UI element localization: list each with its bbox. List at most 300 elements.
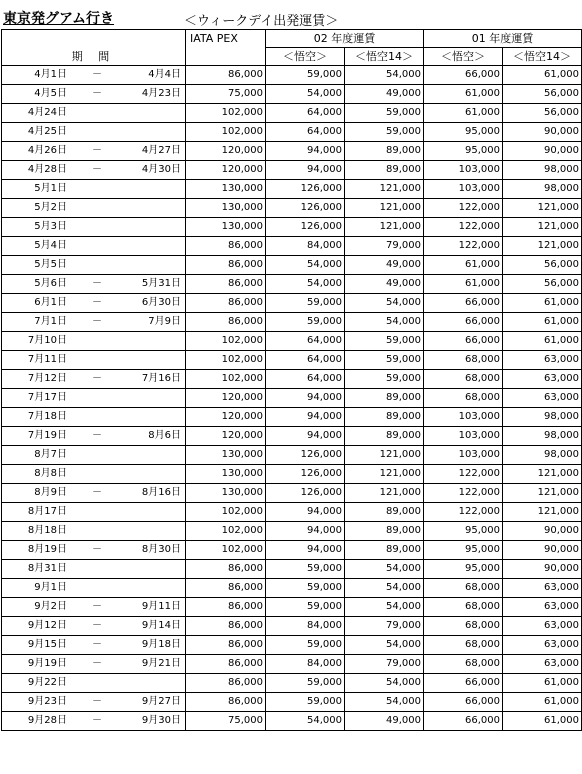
period-start: 4月25日 [27,126,67,137]
iata-pex-cell: 102,000 [186,522,266,541]
period-start: 9月22日 [27,677,67,688]
fy02-goku14-cell: 89,000 [345,389,424,408]
period-cell [2,256,186,275]
period-cell [2,636,186,655]
period-cell [2,85,186,104]
period-dash: － [92,715,102,726]
iata-pex-cell: 102,000 [186,541,266,560]
iata-pex-cell: 120,000 [186,408,266,427]
period-cell [2,655,186,674]
period-start: 5月4日 [34,240,67,251]
iata-pex-cell: 102,000 [186,332,266,351]
table-row [2,503,582,522]
fy01-goku-cell: 66,000 [424,332,503,351]
fare-table [1,29,582,731]
period-cell [2,503,186,522]
fy02-goku-cell: 126,000 [266,465,345,484]
period-end: 9月30日 [141,715,181,726]
fy01-goku-cell: 103,000 [424,408,503,427]
fy01-goku-cell: 122,000 [424,218,503,237]
iata-pex-cell: 86,000 [186,275,266,294]
fy02-goku14-cell: 121,000 [345,446,424,465]
fy01-goku-cell: 95,000 [424,123,503,142]
fy02-goku14-cell: 59,000 [345,332,424,351]
period-end: 9月14日 [141,620,181,631]
period-end: 4月4日 [148,69,181,80]
iata-pex-cell: 86,000 [186,579,266,598]
period-cell [2,693,186,712]
fy02-goku14-cell: 79,000 [345,617,424,636]
fy01-goku14-cell: 90,000 [503,123,582,142]
period-end: 4月27日 [141,145,181,156]
fy02-goku-cell: 59,000 [266,636,345,655]
period-start: 4月28日 [27,164,67,175]
period-dash: － [92,164,102,175]
fy01-goku-cell: 95,000 [424,560,503,579]
period-dash: － [92,373,102,384]
fy02-goku-cell: 59,000 [266,294,345,313]
fy01-goku14-cell: 56,000 [503,85,582,104]
period-start: 7月18日 [27,411,67,422]
period-cell [2,180,186,199]
period-cell [2,294,186,313]
period-start: 5月5日 [34,259,67,270]
period-dash: － [92,88,102,99]
period-start: 8月18日 [27,525,67,536]
fy01-goku14-cell: 63,000 [503,598,582,617]
period-dash: － [92,278,102,289]
period-cell [2,446,186,465]
fy02-goku-cell: 126,000 [266,446,345,465]
fy01-goku-cell: 61,000 [424,85,503,104]
period-end: 8月16日 [141,487,181,498]
period-start: 8月19日 [27,544,67,555]
period-cell [2,484,186,503]
period-start: 7月10日 [27,335,67,346]
fy02-goku-cell: 94,000 [266,142,345,161]
period-cell [2,465,186,484]
fy01-goku14-cell: 61,000 [503,712,582,731]
fy02-goku14-cell: 54,000 [345,636,424,655]
iata-pex-cell: 86,000 [186,636,266,655]
table-row [2,332,582,351]
fy01-goku14-cell: 63,000 [503,636,582,655]
iata-pex-cell: 86,000 [186,617,266,636]
fy01-goku14-cell: 98,000 [503,446,582,465]
fy02-goku-cell: 59,000 [266,313,345,332]
fy02-goku14-cell: 54,000 [345,598,424,617]
period-end: 7月16日 [141,373,181,384]
iata-pex-cell: 130,000 [186,446,266,465]
period-cell [2,104,186,123]
period-start: 7月12日 [27,373,67,384]
iata-pex-cell: 75,000 [186,85,266,104]
fy02-goku14-cell: 121,000 [345,218,424,237]
period-start: 9月2日 [34,601,67,612]
fy01-goku14-cell: 98,000 [503,161,582,180]
period-end: 4月23日 [141,88,181,99]
fy01-goku-cell: 68,000 [424,617,503,636]
period-cell [2,199,186,218]
fy02-goku14-cell: 54,000 [345,313,424,332]
table-row [2,522,582,541]
period-dash: － [92,696,102,707]
fy02-goku14-cell: 89,000 [345,541,424,560]
iata-pex-cell: 86,000 [186,313,266,332]
period-end: 6月30日 [141,297,181,308]
period-cell [2,522,186,541]
iata-pex-cell: 102,000 [186,351,266,370]
iata-pex-cell: 86,000 [186,655,266,674]
fy01-goku-cell: 68,000 [424,636,503,655]
header-fy02-goku14: ＜悟空14＞ [345,48,424,66]
table-row [2,560,582,579]
period-start: 5月6日 [34,278,67,289]
fy02-goku-cell: 94,000 [266,389,345,408]
period-dash: － [92,487,102,498]
iata-pex-cell: 120,000 [186,142,266,161]
period-dash: － [92,620,102,631]
fy01-goku-cell: 66,000 [424,712,503,731]
header-iata-pex: IATA PEX [186,30,266,66]
iata-pex-cell: 86,000 [186,560,266,579]
iata-pex-cell: 120,000 [186,161,266,180]
fy02-goku-cell: 59,000 [266,560,345,579]
iata-pex-cell: 130,000 [186,484,266,503]
iata-pex-cell: 102,000 [186,123,266,142]
fy01-goku14-cell: 56,000 [503,256,582,275]
fy01-goku-cell: 66,000 [424,313,503,332]
period-dash: － [92,544,102,555]
fy01-goku-cell: 103,000 [424,161,503,180]
period-end: 9月27日 [141,696,181,707]
table-row [2,541,582,560]
fy02-goku-cell: 54,000 [266,256,345,275]
table-row [2,370,582,389]
table-row [2,142,582,161]
fy02-goku14-cell: 79,000 [345,237,424,256]
fy02-goku14-cell: 54,000 [345,579,424,598]
period-start: 5月3日 [34,221,67,232]
header-fy01-goku: ＜悟空＞ [424,48,503,66]
fy01-goku-cell: 68,000 [424,370,503,389]
period-cell [2,560,186,579]
table-row [2,579,582,598]
fy02-goku-cell: 59,000 [266,598,345,617]
fy02-goku-cell: 64,000 [266,332,345,351]
period-cell [2,598,186,617]
fy01-goku-cell: 95,000 [424,541,503,560]
fy01-goku14-cell: 98,000 [503,180,582,199]
period-end: 9月21日 [141,658,181,669]
fy01-goku14-cell: 63,000 [503,617,582,636]
fy02-goku14-cell: 89,000 [345,408,424,427]
fy01-goku-cell: 61,000 [424,275,503,294]
fy01-goku14-cell: 121,000 [503,218,582,237]
fy02-goku-cell: 94,000 [266,408,345,427]
table-row [2,180,582,199]
period-cell [2,313,186,332]
fy01-goku14-cell: 121,000 [503,484,582,503]
period-start: 9月28日 [27,715,67,726]
fy02-goku14-cell: 89,000 [345,427,424,446]
header-period: 期 間 [2,30,186,66]
period-start: 4月1日 [34,69,67,80]
period-cell [2,218,186,237]
fy01-goku14-cell: 90,000 [503,142,582,161]
period-dash: － [92,316,102,327]
table-row [2,218,582,237]
fy02-goku14-cell: 49,000 [345,275,424,294]
fy01-goku14-cell: 90,000 [503,522,582,541]
period-cell [2,237,186,256]
period-start: 4月26日 [27,145,67,156]
iata-pex-cell: 130,000 [186,465,266,484]
table-row [2,104,582,123]
table-row [2,313,582,332]
period-start: 9月19日 [27,658,67,669]
fy01-goku-cell: 66,000 [424,674,503,693]
fy02-goku-cell: 126,000 [266,199,345,218]
fy02-goku14-cell: 54,000 [345,560,424,579]
header-fy01-goku14: ＜悟空14＞ [503,48,582,66]
fy01-goku14-cell: 63,000 [503,389,582,408]
table-row [2,484,582,503]
iata-pex-cell: 120,000 [186,427,266,446]
fy01-goku-cell: 66,000 [424,693,503,712]
fy02-goku14-cell: 121,000 [345,484,424,503]
fy02-goku-cell: 126,000 [266,180,345,199]
fy02-goku-cell: 59,000 [266,579,345,598]
iata-pex-cell: 130,000 [186,199,266,218]
fy01-goku14-cell: 61,000 [503,313,582,332]
table-row [2,275,582,294]
period-dash: － [92,601,102,612]
iata-pex-cell: 86,000 [186,598,266,617]
period-start: 8月17日 [27,506,67,517]
fy02-goku14-cell: 54,000 [345,674,424,693]
fy02-goku14-cell: 121,000 [345,180,424,199]
fare-table-body [2,66,582,731]
fy01-goku-cell: 103,000 [424,180,503,199]
fy01-goku14-cell: 121,000 [503,465,582,484]
period-start: 9月12日 [27,620,67,631]
fy02-goku-cell: 94,000 [266,503,345,522]
iata-pex-cell: 130,000 [186,218,266,237]
fy02-goku14-cell: 54,000 [345,294,424,313]
fy02-goku14-cell: 59,000 [345,370,424,389]
fy02-goku14-cell: 89,000 [345,142,424,161]
fy01-goku14-cell: 121,000 [503,237,582,256]
iata-pex-cell: 86,000 [186,256,266,275]
fy01-goku14-cell: 63,000 [503,370,582,389]
fy01-goku14-cell: 63,000 [503,579,582,598]
fy01-goku-cell: 68,000 [424,579,503,598]
period-end: 9月18日 [141,639,181,650]
fy01-goku-cell: 122,000 [424,465,503,484]
fy02-goku-cell: 94,000 [266,161,345,180]
period-cell [2,389,186,408]
fy02-goku14-cell: 89,000 [345,522,424,541]
period-dash: － [92,297,102,308]
period-start: 5月2日 [34,202,67,213]
table-row [2,294,582,313]
fy02-goku14-cell: 121,000 [345,465,424,484]
fy02-goku14-cell: 49,000 [345,712,424,731]
table-row [2,465,582,484]
period-dash: － [92,430,102,441]
table-row [2,161,582,180]
fy02-goku-cell: 84,000 [266,655,345,674]
period-cell [2,66,186,85]
period-start: 9月15日 [27,639,67,650]
fy01-goku14-cell: 61,000 [503,332,582,351]
period-end: 8月30日 [141,544,181,555]
fy01-goku-cell: 122,000 [424,503,503,522]
header-fy01: 01 年度運賃 [424,30,582,48]
table-row [2,123,582,142]
iata-pex-cell: 120,000 [186,389,266,408]
fy01-goku-cell: 61,000 [424,104,503,123]
period-end: 7月9日 [148,316,181,327]
period-start: 8月31日 [27,563,67,574]
table-row [2,199,582,218]
fy01-goku-cell: 103,000 [424,427,503,446]
period-cell [2,674,186,693]
period-cell [2,142,186,161]
period-dash: － [92,145,102,156]
table-row [2,674,582,693]
fy02-goku-cell: 64,000 [266,104,345,123]
fy02-goku14-cell: 49,000 [345,85,424,104]
fy01-goku14-cell: 61,000 [503,66,582,85]
iata-pex-cell: 102,000 [186,370,266,389]
fy01-goku14-cell: 121,000 [503,503,582,522]
iata-pex-cell: 86,000 [186,66,266,85]
period-end: 5月31日 [141,278,181,289]
fy01-goku14-cell: 98,000 [503,427,582,446]
fy02-goku-cell: 126,000 [266,484,345,503]
fy01-goku-cell: 122,000 [424,237,503,256]
period-start: 7月17日 [27,392,67,403]
fy02-goku14-cell: 89,000 [345,503,424,522]
fy01-goku-cell: 122,000 [424,199,503,218]
period-cell [2,427,186,446]
fy02-goku-cell: 54,000 [266,712,345,731]
iata-pex-cell: 86,000 [186,294,266,313]
fy01-goku14-cell: 61,000 [503,674,582,693]
fy02-goku14-cell: 121,000 [345,199,424,218]
fy02-goku-cell: 59,000 [266,693,345,712]
fy02-goku-cell: 64,000 [266,123,345,142]
table-row [2,408,582,427]
iata-pex-cell: 102,000 [186,104,266,123]
fy02-goku-cell: 59,000 [266,674,345,693]
fy01-goku-cell: 68,000 [424,598,503,617]
fy02-goku14-cell: 59,000 [345,123,424,142]
iata-pex-cell: 75,000 [186,712,266,731]
table-row [2,636,582,655]
fy01-goku-cell: 95,000 [424,142,503,161]
period-start: 4月5日 [34,88,67,99]
iata-pex-cell: 86,000 [186,693,266,712]
fy01-goku-cell: 122,000 [424,484,503,503]
table-row [2,446,582,465]
fy02-goku-cell: 59,000 [266,66,345,85]
period-dash: － [92,639,102,650]
period-dash: － [92,658,102,669]
fy01-goku-cell: 61,000 [424,256,503,275]
iata-pex-cell: 86,000 [186,237,266,256]
period-end: 8月6日 [148,430,181,441]
table-row [2,389,582,408]
table-row [2,256,582,275]
fy01-goku-cell: 103,000 [424,446,503,465]
header-fy02-goku: ＜悟空＞ [266,48,345,66]
table-row [2,85,582,104]
table-row [2,655,582,674]
fare-table-header [2,30,582,66]
fy02-goku14-cell: 49,000 [345,256,424,275]
fy02-goku-cell: 94,000 [266,522,345,541]
period-start: 9月23日 [27,696,67,707]
table-row [2,693,582,712]
fy01-goku14-cell: 63,000 [503,655,582,674]
fy01-goku14-cell: 61,000 [503,294,582,313]
table-row [2,66,582,85]
period-start: 8月9日 [34,487,67,498]
fy01-goku14-cell: 90,000 [503,560,582,579]
fy02-goku-cell: 54,000 [266,85,345,104]
header-fy02: 02 年度運賃 [266,30,424,48]
fy01-goku-cell: 66,000 [424,66,503,85]
period-cell [2,541,186,560]
table-row [2,237,582,256]
period-cell [2,275,186,294]
period-start: 5月1日 [34,183,67,194]
fy01-goku14-cell: 90,000 [503,541,582,560]
page-subtitle: ＜ウィークデイ出発運賃＞ [184,14,339,29]
fy01-goku-cell: 68,000 [424,655,503,674]
period-cell [2,351,186,370]
iata-pex-cell: 86,000 [186,674,266,693]
iata-pex-cell: 102,000 [186,503,266,522]
period-start: 7月19日 [27,430,67,441]
period-cell [2,370,186,389]
fy02-goku-cell: 84,000 [266,617,345,636]
period-start: 8月8日 [34,468,67,479]
fy02-goku14-cell: 54,000 [345,693,424,712]
period-start: 7月1日 [34,316,67,327]
fy01-goku14-cell: 61,000 [503,693,582,712]
fy01-goku-cell: 95,000 [424,522,503,541]
table-row [2,351,582,370]
fy01-goku-cell: 66,000 [424,294,503,313]
fy01-goku-cell: 68,000 [424,351,503,370]
period-cell [2,712,186,731]
fy02-goku14-cell: 79,000 [345,655,424,674]
fy01-goku14-cell: 63,000 [503,351,582,370]
table-row [2,427,582,446]
period-cell [2,161,186,180]
period-start: 4月24日 [27,107,67,118]
fy02-goku-cell: 94,000 [266,541,345,560]
fy02-goku-cell: 54,000 [266,275,345,294]
period-cell [2,617,186,636]
fy01-goku14-cell: 98,000 [503,408,582,427]
period-end: 9月11日 [141,601,181,612]
iata-pex-cell: 130,000 [186,180,266,199]
